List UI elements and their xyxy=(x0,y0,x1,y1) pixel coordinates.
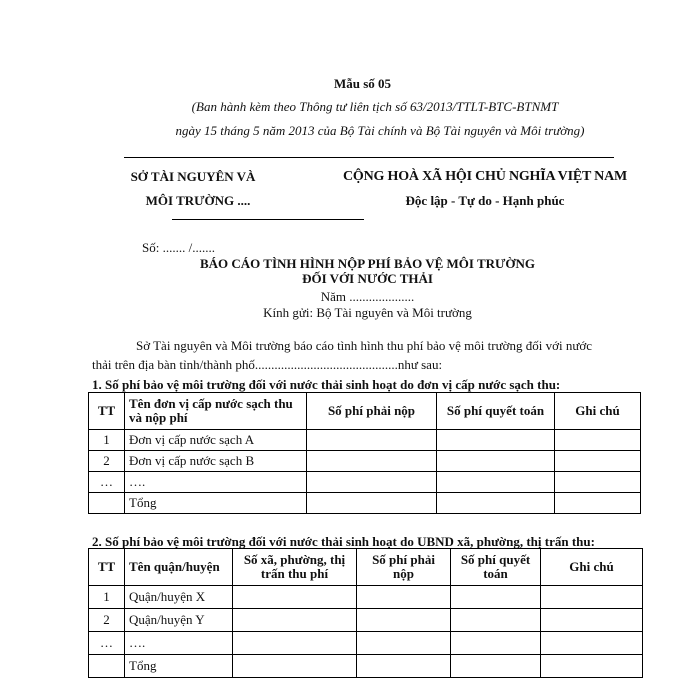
cell-commune-count xyxy=(233,632,357,655)
cell-notes xyxy=(541,655,643,678)
intro-line-2: thải trên địa bàn tỉnh/thành phố............................................như sau: xyxy=(92,357,443,372)
cell-fee-payable xyxy=(357,655,451,678)
table-row xyxy=(89,609,643,632)
row-name: Tổng xyxy=(125,655,233,678)
cell-fee-settled xyxy=(437,472,555,493)
table-row xyxy=(89,430,641,451)
cell-fee-payable xyxy=(307,493,437,514)
row-name: …. xyxy=(125,472,307,493)
cell-notes xyxy=(555,493,641,514)
cell-fee-settled xyxy=(451,655,541,678)
report-year: Năm .................... xyxy=(320,289,415,304)
cell-notes xyxy=(555,430,641,451)
cell-fee-settled xyxy=(451,609,541,632)
row-name: Tổng xyxy=(125,493,307,514)
cell-fee-payable xyxy=(307,430,437,451)
col-header-fee-payable: Số phí phải nộp xyxy=(357,549,451,586)
cell-notes xyxy=(541,586,643,609)
row-name: …. xyxy=(125,632,233,655)
report-title-line-2: ĐỐI VỚI NƯỚC THẢI xyxy=(302,271,433,286)
cell-fee-payable xyxy=(307,451,437,472)
cell-notes xyxy=(555,472,641,493)
table-row xyxy=(89,472,641,493)
form-number: Mẫu số 05 xyxy=(333,76,392,91)
cell-fee-settled xyxy=(437,493,555,514)
row-tt: 2 xyxy=(89,609,125,632)
col-header-fee-settled: Số phí quyết toán xyxy=(451,549,541,586)
section-1-title: 1. Số phí bảo vệ môi trường đối với nước thải sinh hoạt do đơn vị cấp nước sạch thu: xyxy=(92,377,561,392)
cell-fee-payable xyxy=(357,632,451,655)
cell-fee-settled xyxy=(451,632,541,655)
cell-fee-settled xyxy=(437,451,555,472)
row-name: Đơn vị cấp nước sạch B xyxy=(125,451,307,472)
col-header-tt: TT xyxy=(89,393,125,430)
row-tt xyxy=(89,493,125,514)
cell-fee-payable xyxy=(307,472,437,493)
table-header-row xyxy=(89,549,643,586)
table-section-1 xyxy=(88,392,641,514)
row-tt: … xyxy=(89,472,125,493)
cell-fee-settled xyxy=(451,586,541,609)
cell-notes xyxy=(541,632,643,655)
agency-name-line-1: SỞ TÀI NGUYÊN VÀ xyxy=(130,169,256,184)
col-header-tt: TT xyxy=(89,549,125,586)
row-tt: 1 xyxy=(89,586,125,609)
col-header-district: Tên quận/huyện xyxy=(125,549,233,586)
table-row xyxy=(89,632,643,655)
row-tt: 2 xyxy=(89,451,125,472)
report-title-line-1: BÁO CÁO TÌNH HÌNH NỘP PHÍ BẢO VỆ MÔI TRƯỜNG xyxy=(199,256,536,271)
national-motto: Độc lập - Tự do - Hạnh phúc xyxy=(405,193,565,208)
cell-notes xyxy=(555,451,641,472)
col-header-name: Tên đơn vị cấp nước sạch thu và nộp phí xyxy=(125,393,307,430)
document-number: Số: ....... /....... xyxy=(142,240,215,255)
row-tt: … xyxy=(89,632,125,655)
national-title: CỘNG HOÀ XÃ HỘI CHỦ NGHĨA VIỆT NAM xyxy=(343,169,627,184)
cell-commune-count xyxy=(233,609,357,632)
agency-name-line-2: MÔI TRƯỜNG .... xyxy=(145,193,251,208)
col-header-fee-settled: Số phí quyết toán xyxy=(437,393,555,430)
table-row xyxy=(89,451,641,472)
cell-fee-payable xyxy=(357,609,451,632)
table-row-total xyxy=(89,655,643,678)
row-name: Quận/huyện X xyxy=(125,586,233,609)
col-header-commune-count: Số xã, phường, thị trấn thu phí xyxy=(233,549,357,586)
col-header-notes: Ghi chú xyxy=(541,549,643,586)
col-header-notes: Ghi chú xyxy=(555,393,641,430)
recipient: Kính gửi: Bộ Tài nguyên và Môi trường xyxy=(263,305,472,320)
issued-by-line-2: ngày 15 tháng 5 năm 2013 của Bộ Tài chính và Bộ Tài nguyên và Môi trường) xyxy=(175,123,585,138)
col-header-fee-payable: Số phí phải nộp xyxy=(307,393,437,430)
agency-underline xyxy=(172,219,364,220)
table-row xyxy=(89,586,643,609)
header-divider xyxy=(124,157,614,158)
row-tt xyxy=(89,655,125,678)
intro-line-1: Sở Tài nguyên và Môi trường báo cáo tình hình thu phí bảo vệ môi trường đối với nước xyxy=(136,338,593,353)
table-header-row xyxy=(89,393,641,430)
section-2-title: 2. Số phí bảo vệ môi trường đối với nước thải sinh hoạt do UBND xã, phường, thị trấn thu: xyxy=(92,534,595,549)
row-tt: 1 xyxy=(89,430,125,451)
cell-commune-count xyxy=(233,586,357,609)
row-name: Quận/huyện Y xyxy=(125,609,233,632)
cell-notes xyxy=(541,609,643,632)
cell-fee-settled xyxy=(437,430,555,451)
cell-fee-payable xyxy=(357,586,451,609)
issued-by-line-1: (Ban hành kèm theo Thông tư liên tịch số 63/2013/TTLT-BTC-BTNMT xyxy=(191,99,559,114)
table-row-total xyxy=(89,493,641,514)
cell-commune-count xyxy=(233,655,357,678)
row-name: Đơn vị cấp nước sạch A xyxy=(125,430,307,451)
table-section-2 xyxy=(88,548,643,678)
